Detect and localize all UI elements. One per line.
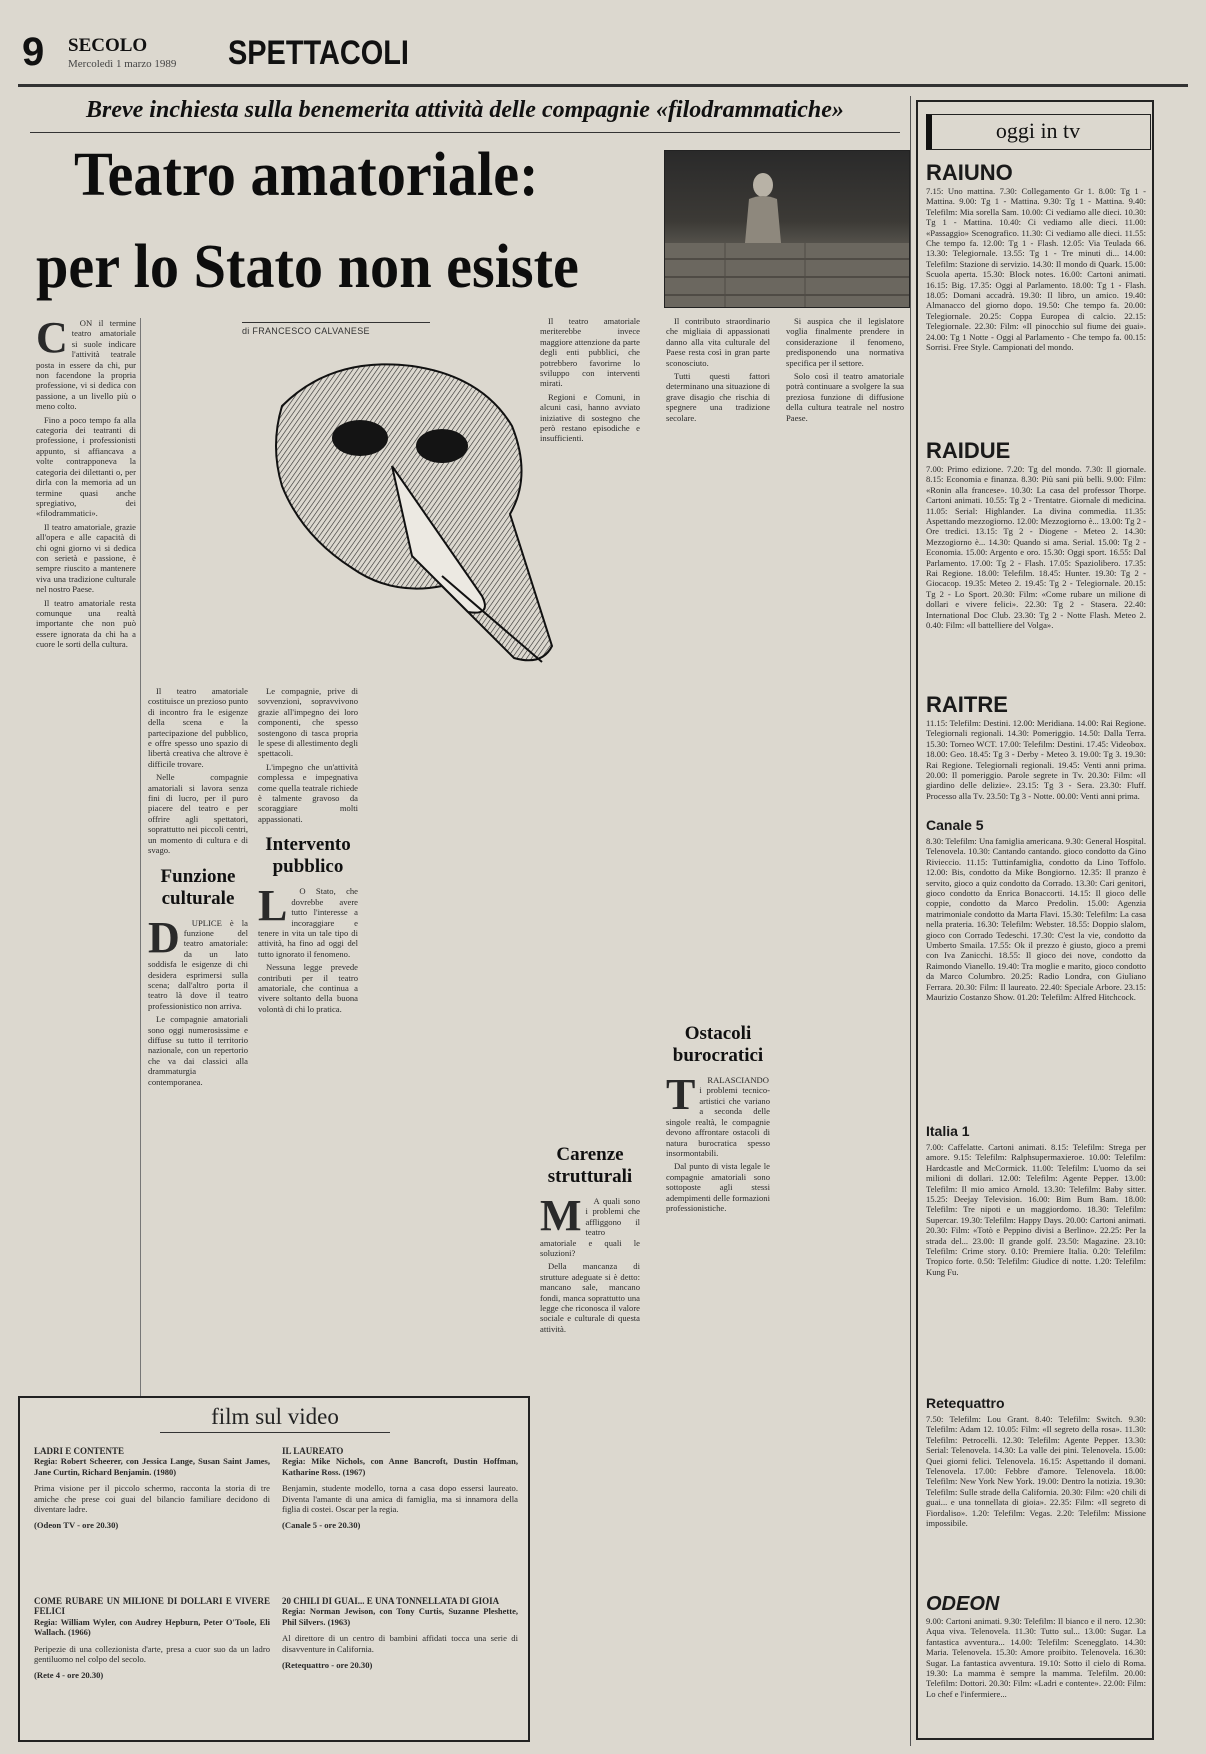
article-column-2: Il teatro amatoriale costituisce un prezioso punto di incontro fra le esigenze della scena e la partecipazione del pubblico, e offre spesso uno spazio di libertà creativa che altrove è difficile trovare. Nelle compagnie amatoriali si lavora senza fini di lucro, per il puro piacere del teatro e per offrire agli spettatori, soprattutto nei piccoli centri, un momento di cultura e di svago. Funzione culturale D UPLICE è la funzione del teatro amatoriale: da un lato soddisfa le esigenze di chi desidera esprimersi sulla scena; dall'altro porta il teatro là dove il teatro professionistico non arriva. Le compagnie amatoriali sono oggi numerosissime e diffuse su tutto il territorio nazionale, con un repertorio che va dai classici alla drammaturgia contemporanea. bbox=[148, 686, 248, 1087]
film-entry: IL LAUREATO Regia: Mike Nichols, con Anne Bancroft, Dustin Hoffman, Katharine Ross. (1967) Benjamin, studente modello, torna a casa dopo essersi laureato. Diventa l'amante di una amica di famiglia, ma si innamora della figlia di costei. Oscar per la regia. (Canale 5 - ore 20.30) bbox=[282, 1446, 518, 1531]
masthead: SECOLO bbox=[68, 35, 148, 56]
article-photo bbox=[664, 150, 910, 308]
kicker: Breve inchiesta sulla benemerita attività delle compagnie «filodrammatiche» bbox=[86, 97, 844, 123]
film-entry: COME RUBARE UN MILIONE DI DOLLARI E VIVERE FELICI Regia: William Wyler, con Audrey Hepburn, Peter O'Toole, Eli Wallach. (1966) Peripezie di una collezionista d'arte, presa a cuor suo da un ladro gentiluomo nel colpo del secolo. (Rete 4 - ore 20.30) bbox=[34, 1596, 270, 1681]
headline-line-2: per lo Stato non esiste bbox=[36, 233, 579, 301]
article-column-1: C ON il termine teatro amatoriale si suole indicare l'attività teatrale posta in essere da chi, pur non facendone la propria professione, vi si dedica con passione, a un livello più o meno colto. Fino a poco tempo fa alla categoria dei teatranti di professione, i professionisti appunto, si affiancava a volte contrapponeva la categoria dei dilettanti o, per dirla con la memoria ad un termine quasi anche spregiativo, dei «filodrammatici». Il teatro amatoriale, grazie all'opera e alle capacità di chi ogni giorno vi si dedica con serietà e passione, è sempre riuscito a mantenere viva una tradizione culturale nel nostro Paese. Il teatro amatoriale resta comunque una realtà importante che non può essere ignorata da chi ha a cuore le sorti della cultura. bbox=[36, 318, 136, 650]
channel-raitre: RAITRE 11.15: Telefilm: Destini. 12.00: Meridiana. 14.00: Rai Regione. Telegiornali regionali. 14.30: Pomeriggio. 14.50: Dalla Terra. 15.30: Torneo WCT. 17.00: Telefilm: Destini. 17.45: Videobox. 18.00: Geo. 18.45: Tg 3 - Derby - Meteo 3. 19.00: Tg 3. 19.30: Rai Regione. Telegiornali regionali. 19.45: Venti anni prima. 20.00: Il pomeriggio. Parole segrete in Tv. 20.30: Film: «Il giardino delle delizie». 23.15: Tg 3 - Sera. 23.30: Fluff. Processo alla Tv. 23.50: Tg 3 - Notte. 00.00: Venti anni prima. bbox=[926, 692, 1146, 801]
tv-box-title: oggi in tv bbox=[995, 118, 1081, 143]
col-divider bbox=[910, 96, 911, 1746]
channel-canale5: Canale 5 8.30: Telefilm: Una famiglia americana. 9.30: General Hospital. Telenovela. 10.30: Cantando cantando. gioco condotto da Gino Rivieccio. 11.15: Tuttinfamiglia, condotto da Lino Toffolo. 12.00: Bis, condotto da Mike Bongiorno. 12.35: Il pranzo è servito, gioco a quiz condotto da Corrado. 13.30: Cari genitori, gioco condotto da Enrica Bonaccorti. 14.15: Il gioco delle coppie, condotto da Marco Predolin. 15.00: Agenzia matrimoniale condotto da Marta Flavi. 15.30: Telefilm: La casa nella prateria. 16.30: Telefilm: Webster. 18.55: Doppio slalom, gioco con Corrado Tedeschi. 17.30: C'est la vie, condotto da Umberto Smaila. 17.55: Ok il prezzo è giusto, gioco a premi con Iva Zanicchi. 18.55: Il gioco dei nove, condotto da Raimondo Vianello. 19.40: Tra moglie e marito, gioco condotto da Marco Columbro. 20.25: Radio Londra, con Giuliano Ferrara. 20.30: Film: Il laureato. 22.40: Speciale Arbore. 23.15: Maurizio Costanzo Show. 01.20: Telefilm: Alfred Hitchcock. bbox=[926, 817, 1146, 1003]
stage-figure-icon bbox=[665, 151, 909, 307]
drop-cap: C bbox=[36, 318, 68, 362]
subhead-intervento: Intervento pubblico bbox=[265, 834, 351, 878]
film-box bbox=[18, 1396, 530, 1742]
subhead-funzione: Funzione culturale bbox=[160, 865, 236, 909]
film-entry: 20 CHILI DI GUAI... E UNA TONNELLATA DI GIOIA Regia: Norman Jewison, con Tony Curtis, Suzanne Pleshette, Phil Silvers. (1963) Al direttore di un centro di bambini affidati tocca una serie di disavventure in California. (Retequattro - ore 20.30) bbox=[282, 1596, 518, 1671]
kicker-rule bbox=[30, 132, 900, 133]
tv-box-header bbox=[926, 114, 1151, 150]
tv-box bbox=[916, 100, 1154, 1740]
byline-rule bbox=[242, 322, 430, 323]
film-entry: LADRI E CONTENTE Regia: Robert Scheerer, con Jessica Lange, Susan Saint James, Jane Curtin, Richard Benjamin. (1980) Prima visione per il piccolo schermo, racconta la storia di tre amiche che prese coi guai del bilancio familiare decidono di diventare ladre. (Odeon TV - ore 20.30) bbox=[34, 1446, 270, 1531]
article-column-5: Il contributo straordinario che migliaia di appassionati danno alla vita culturale del Paese resta così in gran parte sconosciuto. Tutti questi fattori determinano una situazione di grave disagio che rischia di spegnere una tradizione secolare. Ostacoli burocratici T RALASCIANDO i problemi tecnico-artistici che variano a seconda delle singole realtà, le compagnie devono affrontare ostacoli di natura burocratica spesso insormontabili. Dal punto di vista legale le compagnie amatoriali sono sottoposte agli stessi adempimenti delle formazioni professionistiche. bbox=[666, 316, 770, 1213]
channel-odeon: ODEON 9.00: Cartoni animati. 9.30: Telefilm: Il bianco e il nero. 12.30: Aqua viva. Telenovela. 11.30: Tutto sul... 13.00: Sugar. La fantastica avventura... 14.00: Telefilm: Scenegglato. 14.30: Maria. Telenovela. 15.30: Amore proibito. Telenovela. 16.30: Sugar. La fantastica avventura. 19.10: Sotto il cielo di Roma. 19.30: La mamma è sempre la mamma. Telefilm. 20.00: Telefilm: Dottori. 20.30: Film: «Ladri e contente». 22.00: Film: Lo chef e l'infermiere... bbox=[926, 1593, 1146, 1699]
article-column-4: Il teatro amatoriale meriterebbe invece maggiore attenzione da parte degli enti pubblici, che potrebbero favorirne lo sviluppo con interventi mirati. Regioni e Comuni, in alcuni casi, hanno avviato iniziative di sostegno che però restano episodiche e insufficienti. Carenze strutturali M A quali sono i problemi che affliggono il teatro amatoriale e quali le soluzioni? Della mancanza di strutture adeguate si è detto: mancano sale, mancano fondi, manca soprattutto una legge che riconosca il valore sociale e culturale di questa attività. bbox=[540, 316, 640, 1334]
article-column-6: Si auspica che il legislatore voglia finalmente prendere in considerazione il fenomeno, predisponendo una normativa specifica per il settore. Solo così il teatro amatoriale potrà continuare a svolgere la sua preziosa funzione di diffusione della cultura teatrale nel nostro Paese. bbox=[786, 316, 904, 423]
article-column-3: Le compagnie, prive di sovvenzioni, sopravvivono grazie all'impegno dei loro componenti, che spesso sostengono di tasca propria le spese di allestimento degli spettacoli. L'impegno che un'attività complessa e impegnativa come quella teatrale richiede è talmente gravoso da scoraggiare molti appassionati. Intervento pubblico L O Stato, che dovrebbe avere tutto l'interesse a incoraggiare e tenere in vita un tale tipo di attività, ha fino ad oggi del tutto ignorato il fenomeno. Nessuna legge prevede contributi per il teatro amatoriale, che continua a vivere soltanto della buona volontà di chi lo pratica. bbox=[258, 686, 358, 1014]
subhead-ostacoli: Ostacoli burocratici bbox=[672, 1023, 764, 1067]
section-title: SPETTACOLI bbox=[228, 34, 409, 72]
header-rule bbox=[18, 84, 1188, 87]
channel-italia1: Italia 1 7.00: Caffelatte. Cartoni animati. 8.15: Telefilm: Strega per amore. 9.15: Telefilm: Ralphsupermaxieroe. 10.00: Telefilm: Hardcastle and McCormick. 11.00: Telefilm: L'uomo da sei milioni di dollari. 12.00: Telefilm: Agente Pepper. 13.00: Telefilm: Il mio amico Arnold. 13.30: Telefilm: Baby sitter. 15.25: Deejay Television. 16.00: Bim Bum Bam. 18.00: Telefilm: Tre nipoti e un maggiordomo. 18.30: Telefilm: Supercar. 19.30: Telefilm: Happy Days. 20.00: Cartoni animati. 20.30: Film: «Totò e Peppino divisi a Berlino». 22.25: Per la strada del... 23.00: Il grande golf. 23.50: Magazine. 23.10: Telefilm: Crime story. 0.10: Premiere Italia. 0.20: Telefilm: Tropico forte. 0.50: Telefilm: Giudice di notte. 1.20: Telefilm: Kung Fu. bbox=[926, 1123, 1146, 1277]
subhead-carenze: Carenze strutturali bbox=[547, 1143, 633, 1187]
page-number: 9 bbox=[22, 30, 45, 74]
headline-line-1: Teatro amatoriale: bbox=[74, 141, 539, 209]
issue-date: Mercoledì 1 marzo 1989 bbox=[68, 58, 177, 70]
channel-raiuno: RAIUNO 7.15: Uno mattina. 7.30: Collegamento Gr 1. 8.00: Tg 1 - Mattina. 9.00: Tg 1 - Mattina. 9.30: Tg 1 - Mattina. 9.40: Telefilm: Mia sorella Sam. 10.00: Ci vediamo alle dieci. 10.30: Tg 1 - Mattina. 10.40: Ci vediamo alle dieci. 11.00: «Passaggio» Scenografico. 11.30: Ci vediamo alle dieci. 11.55: Che tempo fa. 12.00: Tg 1 - Flash. 12.05: Via Teulada 66. 13.30: Telegiornale. 13.55: Tg 1 - Tre minuti di... 14.00: Telefilm: Stazione di servizio. 14.30: Il mondo di Quark. 15.00: Scuola aperta. 15.30: Block notes. 16.00: Cartoni animati. 16.15: Big. 17.35: Oggi al Parlamento. 18.00: Tg 1 - Flash. 18.05: Domani accadrà. 19.30: Il libro, un amico. 19.40: Almanacco del giorno dopo. 19.50: Che tempo fa. 20.00: Telegiornale. 20.25: Coppa Europea di calcio. 22.15: Telegiornale. 22.30: Film: «Il pinocchio sul fiume dei guai». 24.00: Tg 1 Notte - Oggi al Parlamento - Che tempo fa. 00.15: Sorrisi. Free Style. Campionati del mondo. bbox=[926, 160, 1146, 353]
mask-illustration bbox=[242, 346, 554, 676]
col-divider bbox=[140, 318, 141, 1396]
channel-retequattro: Retequattro 7.50: Telefilm: Lou Grant. 8.40: Telefilm: Switch. 9.30: Telefilm: Adam 12. 10.05: Film: «Il segreto della rosa». 11.30: Telefilm: Petrocelli. 12.30: Telefilm: Agente Pepper. 13.30: Serial: Telenovela. 14.30: La valle dei pini. Telenovela. 15.00: Quei giorni felici. Telenovela. 16.15: Aspettando il domani. Telenovela. 17.00: Febbre d'amore. Telenovela. 18.00: Telefilm: New York New York. 19.00: Dentro la notizia. 19.30: Telefilm: Sulle strade della California. 20.30: Film: «20 chili di guai... e una tonnellata di gioia». 22.35: Film: «Il segreto di Fiordaliso». 1.20: Telefilm: Vegas. 2.20: Telefilm: Missione impossibile. bbox=[926, 1395, 1146, 1529]
theatre-mask-icon bbox=[242, 346, 554, 676]
byline: di FRANCESCO CALVANESE bbox=[242, 326, 370, 336]
film-box-title: film sul video bbox=[160, 1402, 390, 1433]
channel-raidue: RAIDUE 7.00: Primo edizione. 7.20: Tg del mondo. 7.30: Il giornale. 8.15: Economia e finanza. 8.30: Più sani più belli. 9.00: Film: «Ronin alla francese». 10.30: La casa del professor Thorpe. Cartoni animati. 10.55: Tg 2 - Trentatre. Giornale di medicina. 11.05: Serial: Highlander. La divina commedia. 11.35: Aspettando mezzogiorno. 12.00: Mezzogiorno è... 13.00: Tg 2 - Ore tredici. 13.15: Tg 2 - Diogene - Meteo 2. 14.30: Mezzogiorno è... 14.30: Quando si ama. Serial. 15.00: Tg 2 - Economia. 15.00: Argento e oro. 15.30: Oggi sport. 16.55: Dal Parlamento. 17.00: Tg 2 - Flash. 17.05: Spaziolibero. 17.35: Rai Regione. 18.00: Telefilm. 18.45: Hunter. 19.30: Tg 2 - Giocacop. 19.35: Meteo 2. 19.45: Tg 2 - Telegiornale. 20.15: Tg 2 - Lo Sport. 20.30: Film: «Come rubare un milione di dollari e vivere felici». 22.30: Tg 2 - Stasera. 22.40: International Doc Club. 23.30: Tg 2 - Notte Flash. Meteo 2. 0.40: Film: «Il battelliere del Volga». bbox=[926, 438, 1146, 631]
